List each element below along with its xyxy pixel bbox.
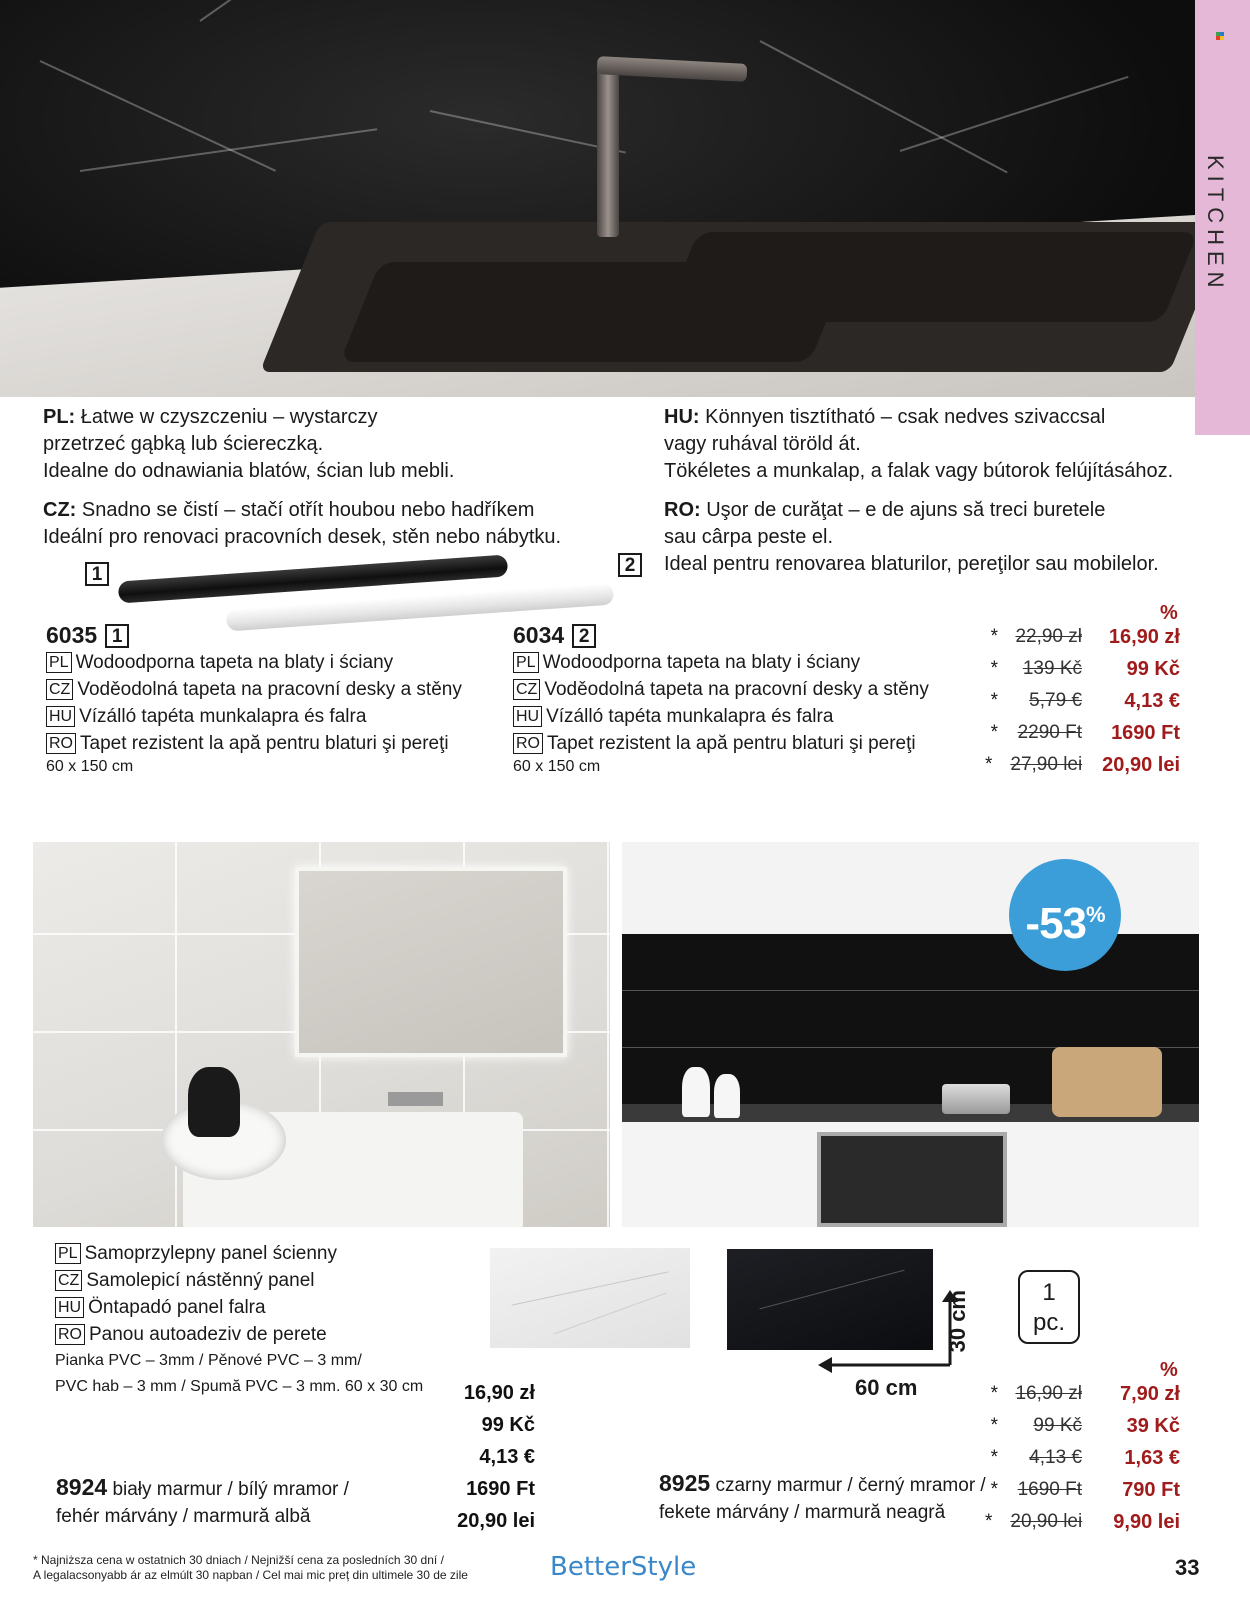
product-code: 8925 (659, 1470, 711, 1496)
new-price: 4,13 € (1124, 690, 1180, 712)
product-name-line-1: biały marmur / bílý mramor / (112, 1479, 349, 1500)
product-number-box: 2 (572, 624, 596, 648)
lang-tag-cz: CZ (513, 679, 540, 700)
category-side-tab[interactable] (1195, 0, 1250, 435)
lang-tag-ro: RO (46, 733, 76, 754)
pack-qty: 1 (1042, 1279, 1056, 1306)
desc-ro: Tapet rezistent la apă pentru blaturi şi pereţi (80, 733, 449, 754)
discount-percent-label: % (1160, 602, 1178, 624)
intro-pl-line-1: Łatwe w czyszczeniu – wystarczy (80, 406, 378, 428)
product-size: 60 x 150 cm (513, 758, 601, 775)
old-price: 1690 Ft (1017, 1479, 1082, 1500)
intro-ro-line-1: Uşor de curăţat – e de ajuns să treci buretele (706, 499, 1106, 521)
intro-cz (43, 497, 663, 551)
lang-tag-hu: HU (55, 1297, 84, 1318)
desc-hu: Öntapadó panel falra (88, 1297, 266, 1318)
page-number: 33 (1175, 1555, 1200, 1580)
lang-tag-cz: CZ (46, 679, 73, 700)
desc-hu: Vízálló tapéta munkalapra és falra (79, 706, 367, 727)
category-label: KITCHEN (1203, 155, 1228, 294)
price: 1690 Ft (466, 1478, 535, 1500)
lang-tag-hu: HU (46, 706, 75, 727)
price-row: * 16,90 zł 7,90 zł (985, 1383, 1180, 1415)
price-row: * 99 Kč 39 Kč (985, 1415, 1180, 1447)
product-size: 60 x 150 cm (46, 758, 134, 775)
intro-pl-line-3: Idealne do odnawiania blatów, ścian lub mebli. (43, 460, 455, 482)
footer-note-line-1: * Najniższa cena w ostatnich 30 dniach / Nejnižší cena za posledních 30 dní / (33, 1553, 444, 1567)
new-price: 20,90 lei (1102, 754, 1180, 776)
price: 20,90 lei (457, 1510, 535, 1532)
footer-note-line-2: A legalacsonyabb ár az elmúlt 30 napban / Cel mai mic preț din ultimele 30 de zile (33, 1568, 468, 1582)
product-8924[interactable] (56, 1474, 349, 1530)
intro-cz-line-2: Ideální pro renovaci pracovních desek, stěn nebo nábytku. (43, 526, 562, 548)
height-dimension: 30 cm (945, 1290, 970, 1353)
discount-percent-sign: % (1086, 902, 1105, 927)
old-price: 22,90 zł (1015, 626, 1082, 647)
product-number-box: 1 (105, 624, 129, 648)
lang-tag-hu: HU: (664, 406, 700, 428)
lang-tag-hu: HU (513, 706, 542, 727)
desc-cz: Voděodolná tapeta na pracovní desky a stěny (77, 679, 462, 700)
intro-hu-line-3: Tökéletes a munkalap, a falak vagy bútorok felújításához. (664, 460, 1174, 482)
new-price: 99 Kč (1126, 658, 1180, 680)
discount-badge (1009, 859, 1121, 971)
lang-tag-ro: RO: (664, 499, 701, 521)
intro-ro-line-3: Ideal pentru renovarea blaturilor, pereţilor sau mobilelor. (664, 553, 1159, 575)
panel-description (55, 1240, 423, 1400)
discount-percent-label: % (1160, 1359, 1178, 1381)
price: 4,13 € (479, 1446, 535, 1468)
desc-pl: Wodoodporna tapeta na blaty i ściany (75, 652, 394, 673)
lang-tag-ro: RO (513, 733, 543, 754)
product-8925[interactable] (659, 1470, 986, 1526)
material-line-1: Pianka PVC – 3mm / Pěnové PVC – 3 mm/ (55, 1352, 362, 1369)
price-row: * 5,79 € 4,13 € (985, 690, 1180, 722)
price-row: * 139 Kč 99 Kč (985, 658, 1180, 690)
intro-ro-line-2: sau cârpa peste el. (664, 526, 833, 548)
old-price: 16,90 zł (1015, 1383, 1082, 1404)
price-list-8924 (430, 1382, 535, 1542)
intro-hu-line-1: Könnyen tisztítható – csak nedves szivaccsal (705, 406, 1106, 428)
intro-ro (664, 497, 1204, 578)
new-price: 7,90 zł (1119, 1383, 1180, 1405)
price-row: * 22,90 zł 16,90 zł (985, 626, 1180, 658)
product-6035[interactable] (46, 622, 462, 777)
old-price: 139 Kč (1022, 658, 1082, 679)
lang-tag-pl: PL: (43, 406, 76, 428)
old-price: 99 Kč (1033, 1415, 1082, 1436)
new-price: 1,63 € (1124, 1447, 1180, 1469)
price-table-bottom (985, 1383, 1180, 1543)
product-name-line-1: czarny marmur / černý mramor / (715, 1475, 986, 1496)
material-line-2: PVC hab – 3 mm / Spumă PVC – 3 mm. 60 x 30 cm (55, 1378, 424, 1395)
new-price: 1690 Ft (1111, 722, 1180, 744)
price-row: * 2290 Ft 1690 Ft (985, 722, 1180, 754)
product-name-line-2: fekete márvány / marmură neagră (659, 1502, 946, 1523)
product-6034[interactable] (513, 622, 929, 777)
lang-tag-pl: PL (46, 652, 72, 673)
footer-note (33, 1553, 468, 1583)
width-dimension: 60 cm (855, 1375, 918, 1400)
desc-cz: Samolepicí nástěnný panel (86, 1270, 315, 1291)
desc-ro: Tapet rezistent la apă pentru blaturi şi pereţi (547, 733, 916, 754)
old-price: 2290 Ft (1017, 722, 1082, 743)
price-row: * 4,13 € 1,63 € (985, 1447, 1180, 1479)
lang-tag-cz: CZ (55, 1270, 82, 1291)
strip-number-2: 2 (618, 553, 642, 577)
desc-pl: Samoprzylepny panel ścienny (84, 1243, 337, 1264)
desc-ro: Panou autoadeziv de perete (89, 1324, 327, 1345)
pack-size-box (1018, 1270, 1080, 1344)
price-row: * 27,90 lei 20,90 lei (985, 754, 1180, 786)
price-row: * 1690 Ft 790 Ft (985, 1479, 1180, 1511)
hero-sink-photo (0, 0, 1195, 397)
new-price: 790 Ft (1122, 1479, 1180, 1501)
lang-tag-ro: RO (55, 1324, 85, 1345)
old-price: 27,90 lei (1010, 754, 1083, 775)
discount-value: -53 (1025, 899, 1087, 948)
brand-logo: BetterStyle (550, 1552, 697, 1582)
bathroom-photo (33, 842, 610, 1227)
desc-pl: Wodoodporna tapeta na blaty i ściany (542, 652, 861, 673)
white-marble-sample (490, 1248, 690, 1348)
price: 16,90 zł (463, 1382, 535, 1404)
new-price: 39 Kč (1126, 1415, 1180, 1437)
old-price: 4,13 € (1029, 1447, 1082, 1468)
new-price: 9,90 lei (1113, 1511, 1180, 1533)
price-row: * 20,90 lei 9,90 lei (985, 1511, 1180, 1543)
product-code: 6035 (46, 622, 98, 648)
lang-tag-cz: CZ: (43, 499, 77, 521)
brand-mark-icon (1216, 32, 1224, 40)
lang-tag-pl: PL (55, 1243, 81, 1264)
old-price: 5,79 € (1029, 690, 1082, 711)
old-price: 20,90 lei (1010, 1511, 1083, 1532)
intro-hu (664, 404, 1204, 485)
lang-tag-pl: PL (513, 652, 539, 673)
price: 99 Kč (481, 1414, 535, 1436)
product-code: 6034 (513, 622, 565, 648)
desc-cz: Voděodolná tapeta na pracovní desky a stěny (544, 679, 929, 700)
product-code: 8924 (56, 1474, 108, 1500)
strip-number-1: 1 (85, 562, 109, 586)
product-name-line-2: fehér márvány / marmură albă (56, 1506, 311, 1527)
intro-pl-line-2: przetrzeć gąbką lub ściereczką. (43, 433, 324, 455)
new-price: 16,90 zł (1108, 626, 1180, 648)
intro-pl (43, 404, 643, 485)
desc-hu: Vízálló tapéta munkalapra és falra (546, 706, 834, 727)
intro-hu-line-2: vagy ruhával töröld át. (664, 433, 861, 455)
intro-cz-line-1: Snadno se čistí – stačí otřít houbou nebo hadříkem (81, 499, 535, 521)
price-table-top (985, 626, 1180, 786)
pack-unit: pc. (1032, 1309, 1065, 1336)
